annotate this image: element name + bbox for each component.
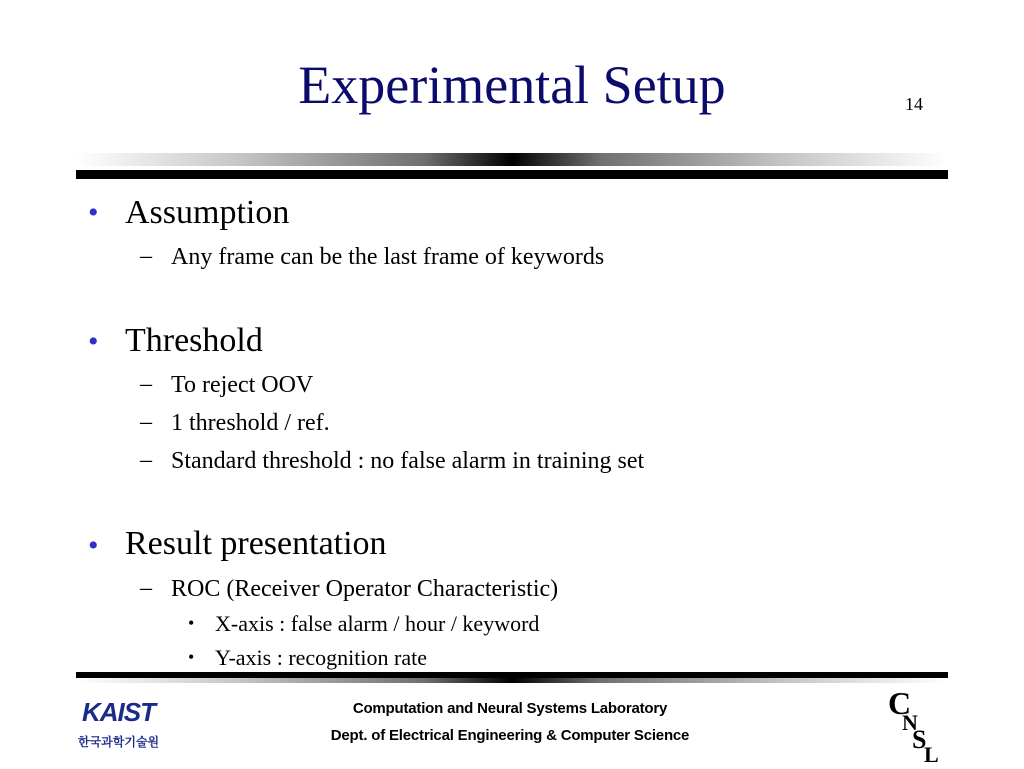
footer-lab-name: Computation and Neural Systems Laboratory (352, 700, 668, 717)
cnsl-letter-c: C (888, 685, 912, 721)
bullet-assumption: Assumption (125, 194, 290, 231)
cnsl-logo-graphic (882, 684, 952, 764)
page-number: 14 (905, 94, 923, 114)
bottom-divider (76, 672, 948, 683)
dash-marker: – (140, 447, 152, 473)
footer-department: Dept. of Electrical Engineering & Computer Science (330, 727, 690, 744)
dash-marker: – (140, 243, 152, 269)
cnsl-letter-s: S (912, 725, 927, 754)
bullet-marker: • (88, 196, 99, 229)
subitem-threshold-2: 1 threshold / ref. (171, 410, 330, 436)
subsubitem-y-axis: Y-axis : recognition rate (215, 645, 427, 670)
bullet-threshold: Threshold (125, 322, 263, 359)
subitem-threshold-1: To reject OOV (171, 372, 314, 398)
cnsl-letter-l: L (924, 742, 939, 764)
bullet-marker: • (88, 325, 99, 358)
cnsl-letter-n: N (902, 710, 918, 735)
subitem-assumption-1: Any frame can be the last frame of keywords (171, 244, 605, 270)
bullet-marker: • (88, 529, 99, 562)
dash-marker: – (140, 409, 152, 435)
kaist-logo-subtext: 한국과학기술원 (78, 735, 160, 749)
bullet-result-presentation: Result presentation (125, 525, 387, 562)
subsubitem-x-axis: X-axis : false alarm / hour / keyword (215, 611, 540, 636)
subitem-threshold-3: Standard threshold : no false alarm in training set (171, 448, 645, 474)
slide-title: Experimental Setup (298, 55, 726, 115)
dash-marker: – (140, 575, 152, 601)
sub-bullet-marker: • (188, 613, 195, 633)
sub-bullet-marker: • (188, 647, 195, 667)
cnsl-logo (882, 684, 952, 764)
dash-marker: – (140, 371, 152, 397)
bottom-divider-gradient (76, 678, 948, 683)
subitem-roc: ROC (Receiver Operator Characteristic) (171, 576, 559, 602)
kaist-logo: KAIST (82, 697, 155, 727)
